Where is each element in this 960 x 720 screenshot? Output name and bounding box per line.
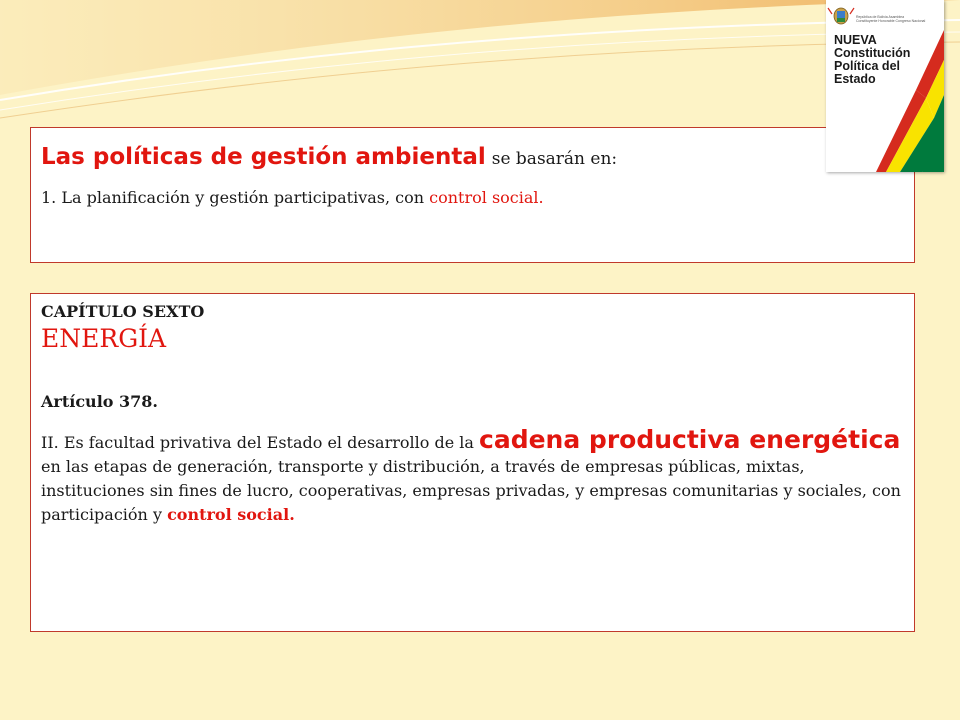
logo-graphic — [826, 0, 944, 172]
logo-small-text: República de Bolivia Asamblea Constituyente Honorable Congreso Nacional — [856, 15, 926, 23]
paragraph-middle: en las etapas de generación, transporte y distribución, a través de empresas públicas, mixtas, instituciones sin fines de lucro, cooperativas, empresas privadas, y empresas comunitarias y sociales, con participación y — [41, 457, 901, 524]
background-swoosh — [0, 0, 960, 140]
chapter-label: CAPÍTULO SEXTO — [41, 302, 205, 321]
constitution-logo — [826, 0, 944, 172]
policy-item-1 — [41, 188, 904, 207]
chapter-title: ENERGÍA — [41, 324, 167, 353]
control-social-highlight: control social. — [167, 505, 295, 524]
energy-chain-highlight: cadena productiva energética — [479, 425, 901, 454]
policy-item-text: 1. La planificación y gestión participativas, con — [41, 188, 430, 207]
control-social-highlight: control social. — [429, 188, 544, 207]
article-number: Artículo 378. — [41, 392, 158, 411]
paragraph-prefix: II. Es facultad privativa del Estado el desarrollo de la — [41, 433, 480, 452]
environmental-policy-box — [30, 127, 915, 263]
coat-of-arms-icon — [828, 8, 854, 24]
environmental-policy-heading: Las políticas de gestión ambiental — [41, 144, 486, 170]
box1-heading-line — [41, 140, 904, 176]
article-paragraph — [41, 425, 909, 527]
energy-chapter-box — [30, 293, 915, 632]
logo-title: NUEVA Constitución Política del Estado — [834, 33, 911, 86]
heading-suffix: se basarán en: — [491, 149, 618, 169]
